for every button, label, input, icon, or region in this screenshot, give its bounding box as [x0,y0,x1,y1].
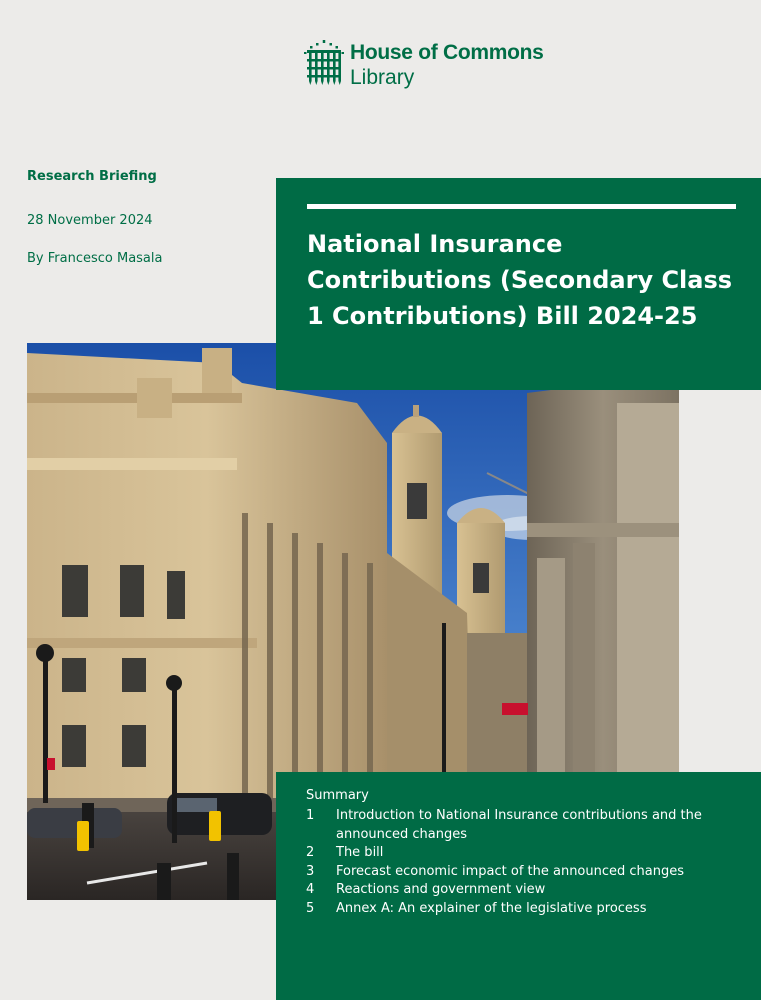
logo-title: House of Commons [350,41,544,64]
summary-item-label: Reactions and government view [336,882,546,897]
summary-item[interactable] [306,900,736,919]
page-title: National Insurance Contributions (Secondary Class 1 Contributions) Bill 2024-25 [307,230,733,330]
briefing-date: 28 November 2024 [27,213,153,228]
summary-item-label: Annex A: An explainer of the legislative process [336,900,647,916]
summary-item-number: 3 [306,863,315,879]
logo-subtitle: Library [350,66,415,89]
summary-item-number: 5 [306,900,315,916]
summary-item-label: The bill [336,845,384,860]
house-of-commons-library-logo [304,40,544,90]
briefing-type: Research Briefing [27,169,157,184]
portcullis-icon [304,40,344,86]
summary-item[interactable] [306,881,736,900]
summary-item-number: 1 [306,808,315,823]
summary-heading: Summary [306,788,369,803]
summary-item-label: Forecast economic impact of the announced changes [336,863,685,879]
summary-item[interactable] [306,807,736,844]
summary-panel [276,772,761,1000]
title-rule-divider [307,204,736,209]
summary-item[interactable] [306,844,736,863]
summary-item[interactable] [306,863,736,882]
summary-item-label: Introduction to National Insurance contributions and the announced changes [336,808,702,842]
summary-list [306,807,736,918]
title-panel [276,178,761,390]
summary-item-number: 4 [306,882,315,897]
summary-item-number: 2 [306,845,315,860]
briefing-author: By Francesco Masala [27,251,163,266]
